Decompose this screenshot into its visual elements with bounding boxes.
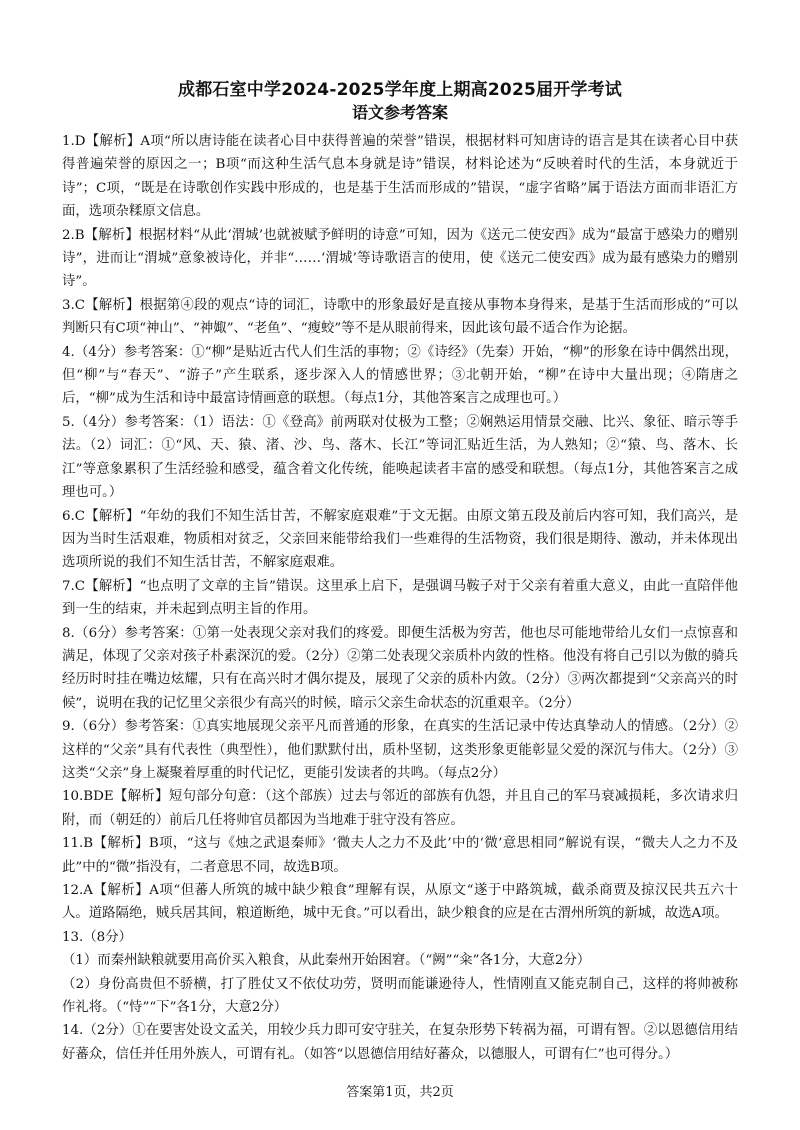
answer-item-text: 1.D【解析】A项“所以唐诗能在读者心目中获得普遍的荣誉”错误，根据材料可知唐诗的语言是其在读者心目中获得普遍荣誉的原因之一；B项“而这种生活气息本身就是诗”错误，材料论述为“反映着时代的生活，本身就近于诗”；C项，“既是在诗歌创作实践中形成的，也是基于生活而形成的”错误，“虚字省略”属于语法方面而非语汇方面，选项杂糅原文信息。 [62,134,738,220]
answer-item-12 [62,879,738,926]
answer-item-text: （1）而秦州缺粮就要用高价买入粮食，从此秦州开始困窘。（“阙”“籴”各1分，大意2分） [62,953,591,969]
answer-item-9 [62,715,738,785]
answer-item-13 [62,926,738,949]
answer-item-text: 11.B【解析】B项，“这与《烛之武退秦师》‘微夫人之力不及此’中的‘微’意思相同”解说有误，“微夫人之力不及此”中的“微”指没有，二者意思不同，故选B项。 [62,836,738,875]
answer-list [62,130,738,1066]
answer-item-5 [62,411,738,505]
answer-item-text: 6.C【解析】“年幼的我们不知生活甘苦，不解家庭艰难”于文无据。由原文第五段及前后内容可知，我们高兴，是因为当时生活艰难，物质相对贫乏，父亲回来能带给我们一些难得的生活物资，我们很是期待、激动，并未体现出选项所说的我们不知生活甘苦，不解家庭艰难。 [62,508,738,571]
document-title: 成都石室中学2024-2025学年度上期高2025届开学考试 [178,80,622,100]
answer-item-4 [62,341,738,411]
answer-item-10 [62,785,738,832]
answer-item-1 [62,130,738,224]
answer-item-text: （2）身份高贵但不骄横，打了胜仗又不依仗功劳，贤明而能谦逊待人，性情刚直又能克制自己，这样的将帅被称作礼将。（“恃”“下”各1分，大意2分） [62,976,738,1016]
answer-item-text: 4.（4分）参考答案：①“柳”是贴近古代人们生活的事物；②《诗经》（先秦）开始，“柳”的形象在诗中偶然出现，但“柳”与“春天”、“游子”产生联系，逐步深入人的情感世界；③北朝开始，“柳”在诗中大量出现；④隋唐之后，“柳”成为生活和诗中最富诗情画意的联想。（每点1分，其他答案言之成理也可。） [62,344,738,407]
answer-item-text: 8.（6分）参考答案：①第一处表现父亲对我们的疼爱。即便生活极为穷苦，他也尽可能地带给儿女们一点惊喜和满足，体现了父亲对孩子朴素深沉的爱。（2分）②第二处表现父亲质朴内敛的性格。他没有将自己引以为傲的骑兵经历时时挂在嘴边炫耀，只有在高兴时才偶尔提及，展现了父亲的质朴内敛。（2分）③两次都提到“父亲高兴的时候”，说明在我的记忆里父亲很少有高兴的时候，暗示父亲生命状态的沉重艰辛。（2分） [62,625,738,711]
answer-item-13-part-1 [62,949,738,972]
answer-item-text: 13.（8分） [62,929,132,945]
answer-item-6 [62,505,738,575]
answer-item-text: 14.（2分）①在要害处设文孟关，用较少兵力即可安守驻关，在复杂形势下转祸为福，可谓有智。②以恩德信用结好蕃众，信任并任用外族人，可谓有礼。（如答“以恩德信用结好蕃众，以德服人，可谓有仁”也可得分。） [62,1023,738,1062]
answer-item-11 [62,832,738,879]
answer-item-14 [62,1019,738,1066]
answer-item-2 [62,224,738,294]
answer-item-3 [62,294,738,341]
answer-item-text: 2.B【解析】根据材料“从此‘渭城’也就被赋予鲜明的诗意”可知，因为《送元二使安西》成为“最富于感染力的赠别诗”，进而让“渭城”意象被诗化，并非“……‘渭城’等诗歌语言的使用，使《送元二使安西》成为最有感染力的赠别诗”。 [62,227,738,290]
answer-item-13-part-2 [62,973,738,1020]
answer-item-7 [62,575,738,622]
answer-item-text: 5.（4分）参考答案：（1）语法：①《登高》前两联对仗极为工整；②娴熟运用情景交融、比兴、象征、暗示等手法。（2）词汇：①“风、天、猿、渚、沙、鸟、落木、长江”等词汇贴近生活，为人熟知；②“猿、鸟、落木、长江”等意象累积了生活经验和感受，蕴含着文化传统，能唤起读者丰富的感受和联想。（每点1分，其他答案言之成理也可。） [62,414,738,501]
page-footer: 答案第1页，共2页 [346,1085,454,1100]
answer-item-text: 10.BDE【解析】短句部分句意：（这个部族）过去与邻近的部族有仇怨，并且自己的军马衰减损耗，多次请求归附，而（朝廷的）前后几任将帅官员都因为当地难于驻守没有答应。 [62,789,738,828]
answer-item-8 [62,622,738,716]
answer-item-text: 3.C【解析】根据第④段的观点“诗的词汇，诗歌中的形象最好是直接从事物本身得来，是基于生活而形成的”可以判断只有C项“神山”、“神娵”、“老鱼”、“瘦蛟”等不是从眼前得来，因此该句最不适合作为论据。 [62,297,738,337]
answer-item-text: 12.A【解析】A项“但蕃人所筑的城中缺少粮食”理解有误，从原文“遂于中路筑城，截杀商贾及掠汉民共五六十人。道路隔绝，贼兵居其间，粮道断绝，城中无食。”可以看出，缺少粮食的应是在古渭州所筑的新城，故选A项。 [62,883,738,922]
document-subtitle: 语文参考答案 [351,103,448,122]
answer-item-text: 7.C【解析】“也点明了文章的主旨”错误。这里承上启下，是强调马鞍子对于父亲有着重大意义，由此一直陪伴他到一生的结束，并未起到点明主旨的作用。 [62,578,738,618]
answer-item-text: 9.（6分）参考答案：①真实地展现父亲平凡而普通的形象，在真实的生活记录中传达真挚动人的情感。（2分）②这样的“父亲”具有代表性（典型性），他们默默付出，质朴坚韧，这类形象更能彰显父爱的深沉与伟大。（2分）③这类“父亲”身上凝聚着厚重的时代记忆，更能引发读者的共鸣。（每点2分） [62,719,738,781]
